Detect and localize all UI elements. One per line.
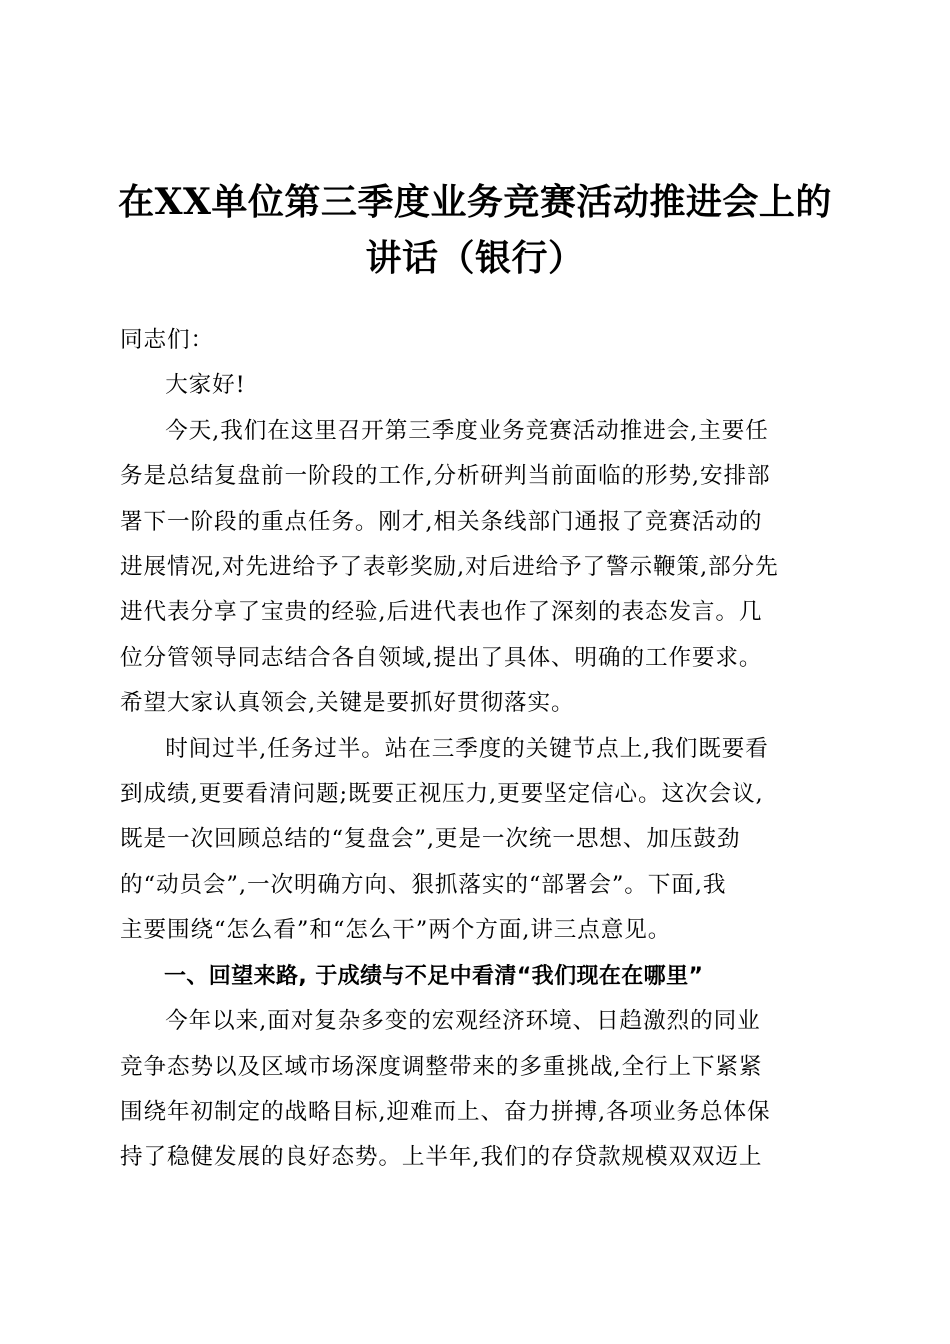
paragraph-line: 既是一次回顾总结的“复盘会”,更是一次统一思想、加压鼓劲 — [120, 826, 741, 853]
paragraph-line: 竞争态势以及区域市场深度调整带来的多重挑战,全行上下紧紧 — [120, 1053, 763, 1080]
paragraph-line: 今年以来,面对复杂多变的宏观经济环境、日趋激烈的同业 — [165, 1008, 761, 1035]
paragraph-line: 时间过半,任务过半。站在三季度的关键节点上,我们既要看 — [165, 735, 769, 762]
paragraph-line: 进代表分享了宝贵的经验,后进代表也作了深刻的表态发言。几 — [120, 599, 763, 626]
paragraph-line: 进展情况,对先进给予了表彰奖励,对后进给予了警示鞭策,部分先 — [120, 554, 779, 581]
greeting: 大家好! — [165, 372, 246, 399]
paragraph-line: 到成绩,更要看清问题;既要正视压力,更要坚定信心。这次会议, — [120, 781, 764, 808]
salutation: 同志们： — [120, 327, 214, 353]
document-title — [110, 174, 840, 286]
section-heading-1: 一、回望来路, 于成绩与不足中看清“我们现在在哪里” — [164, 963, 704, 989]
paragraph-line: 务是总结复盘前一阶段的工作,分析研判当前面临的形势,安排部 — [120, 463, 771, 490]
paragraph-line: 主要围绕“怎么看”和“怎么干”两个方面,讲三点意见。 — [120, 917, 672, 944]
paragraph-line: 希望大家认真领会,关键是要抓好贯彻落实。 — [120, 690, 575, 717]
document-body — [120, 318, 830, 1181]
paragraph-line: 今天,我们在这里召开第三季度业务竞赛活动推进会,主要任 — [165, 417, 769, 444]
paragraph-line: 署下一阶段的重点任务。刚才,相关条线部门通报了竞赛活动的 — [120, 508, 763, 535]
title-line-2: 讲话（银行） — [365, 237, 585, 279]
paragraph-line: 持了稳健发展的良好态势。上半年,我们的存贷款规模双双迈上 — [120, 1144, 763, 1171]
paragraph-1 — [120, 409, 830, 727]
paragraph-2 — [120, 727, 830, 954]
paragraph-3 — [120, 999, 830, 1181]
paragraph-line: 位分管领导同志结合各自领域,提出了具体、明确的工作要求。 — [120, 644, 763, 671]
paragraph-line: 围绕年初制定的战略目标,迎难而上、奋力拼搏,各项业务总体保 — [120, 1098, 771, 1125]
title-line-1: 在XX单位第三季度业务竞赛活动推进会上的 — [118, 181, 832, 223]
paragraph-line: 的“动员会”,一次明确方向、狠抓落实的“部署会”。下面,我 — [120, 871, 727, 898]
